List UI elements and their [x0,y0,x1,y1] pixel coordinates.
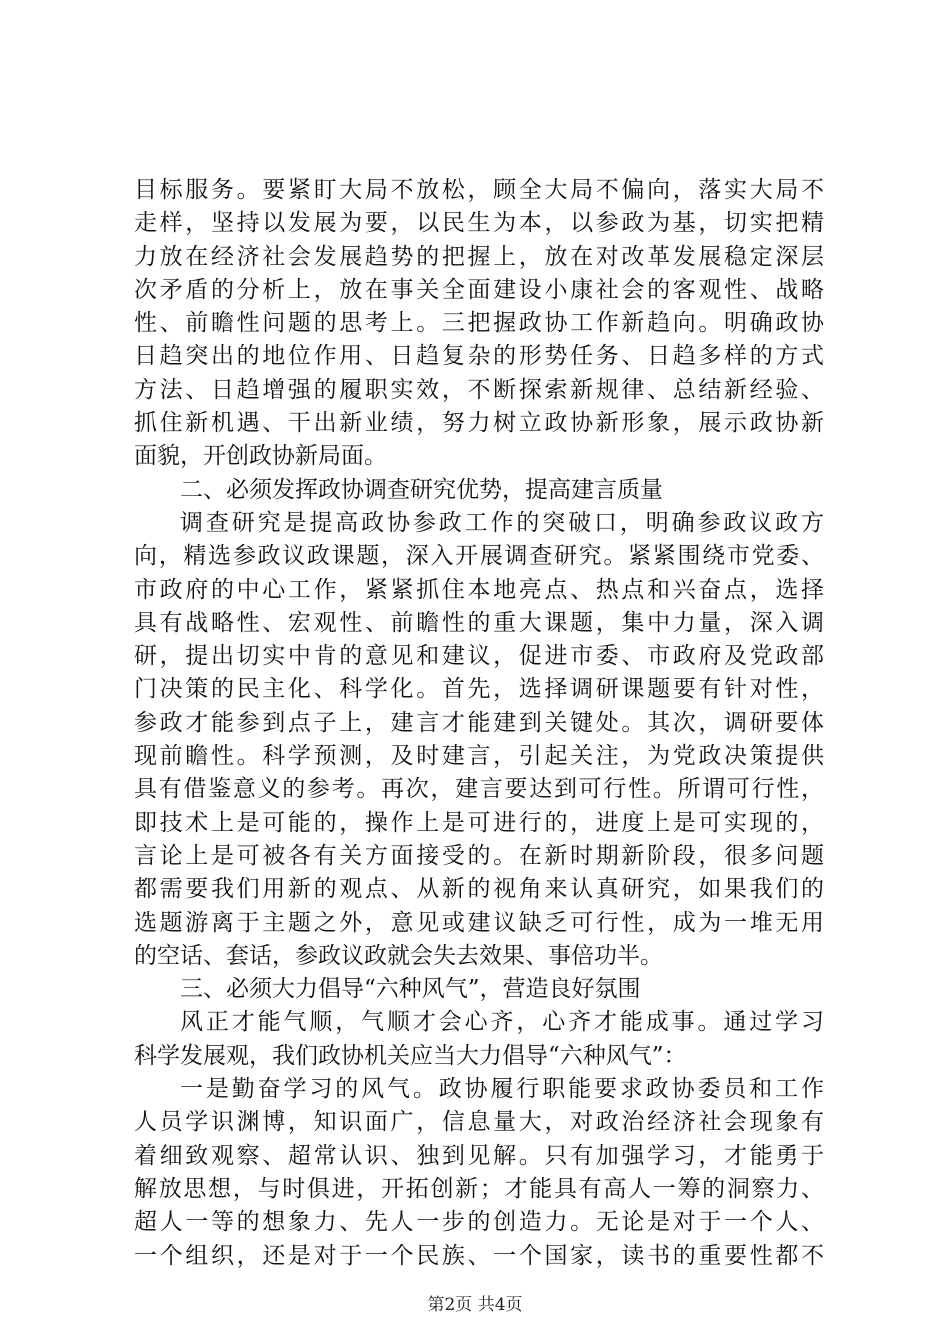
text-line: 着细致观察、超常认识、独到见解。只有加强学习，才能勇于 [134,1142,824,1169]
text-line: 研，提出切实中肯的意见和建议，促进市委、市政府及党政部 [134,643,824,670]
text-line: 现前瞻性。科学预测，及时建言，引起关注，为党政决策提供 [134,743,824,770]
text-line: 次矛盾的分析上，放在事关全面建设小康社会的客观性、战略 [134,276,824,303]
text-line: 调查研究是提高政协参政工作的突破口，明确参政议政方 [180,509,824,536]
text-line: 市政府的中心工作，紧紧抓住本地亮点、热点和兴奋点，选择 [134,576,824,603]
text-line: 抓住新机遇、干出新业绩，努力树立政协新形象，展示政协新 [134,410,824,437]
text-line: 风正才能气顺，气顺才会心齐，心齐才能成事。通过学习 [180,1009,824,1036]
text-line: 方法、日趋增强的履职实效，不断探索新规律、总结新经验、 [134,376,824,403]
text-line: 人员学识渊博，知识面广，信息量大，对政治经济社会现象有 [134,1109,824,1136]
text-line: 一是勤奋学习的风气。政协履行职能要求政协委员和工作 [180,1076,824,1103]
text-line: 力放在经济社会发展趋势的把握上，放在对改革发展稳定深层 [134,243,824,270]
text-line: 目标服务。要紧盯大局不放松，顾全大局不偏向，落实大局不 [134,177,824,203]
text-line: 面貌，开创政协新局面。 [134,443,387,470]
text-line: 选题游离于主题之外，意见或建议缺乏可行性，成为一堆无用 [134,909,824,936]
text-line: 超人一等的想象力、先人一步的创造力。无论是对于一个人、 [134,1209,824,1236]
text-line: 言论上是可被各有关方面接受的。在新时期新阶段，很多问题 [134,842,824,869]
text-line: 都需要我们用新的观点、从新的视角来认真研究，如果我们的 [134,876,824,903]
page-footer: 第2页 共4页 [427,1295,523,1315]
text-line: 走样，坚持以发展为要，以民生为本，以参政为基，切实把精 [134,210,824,237]
text-line: 一个组织，还是对于一个民族、一个国家，读书的重要性都不 [134,1242,824,1269]
text-line: 参政才能参到点子上，建言才能建到关键处。其次，调研要体 [134,709,824,736]
text-line: 门决策的民主化、科学化。首先，选择调研课题要有针对性， [134,676,824,703]
text-line: 性、前瞻性问题的思考上。三把握政协工作新趋向。明确政协 [134,310,824,337]
text-line: 具有战略性、宏观性、前瞻性的重大课题，集中力量，深入调 [134,609,824,636]
text-line: 向，精选参政议政课题，深入开展调查研究。紧紧围绕市党委、 [134,543,824,570]
text-line: 三、必须大力倡导“六种风气”，营造良好氛围 [180,976,641,1003]
text-line: 解放思想，与时俱进，开拓创新；才能具有高人一筹的洞察力、 [134,1175,824,1202]
text-line: 二、必须发挥政协调查研究优势，提高建言质量 [180,476,663,503]
text-line: 日趋突出的地位作用、日趋复杂的形势任务、日趋多样的方式 [134,343,824,370]
text-line: 科学发展观，我们政协机关应当大力倡导“六种风气”： [134,1042,687,1069]
document-body [134,174,824,1273]
text-line: 即技术上是可能的，操作上是可进行的，进度上是可实现的， [134,809,824,836]
text-line: 具有借鉴意义的参考。再次，建言要达到可行性。所谓可行性， [134,776,824,803]
text-line: 的空话、套话，参政议政就会失去效果、事倍功半。 [134,942,663,969]
